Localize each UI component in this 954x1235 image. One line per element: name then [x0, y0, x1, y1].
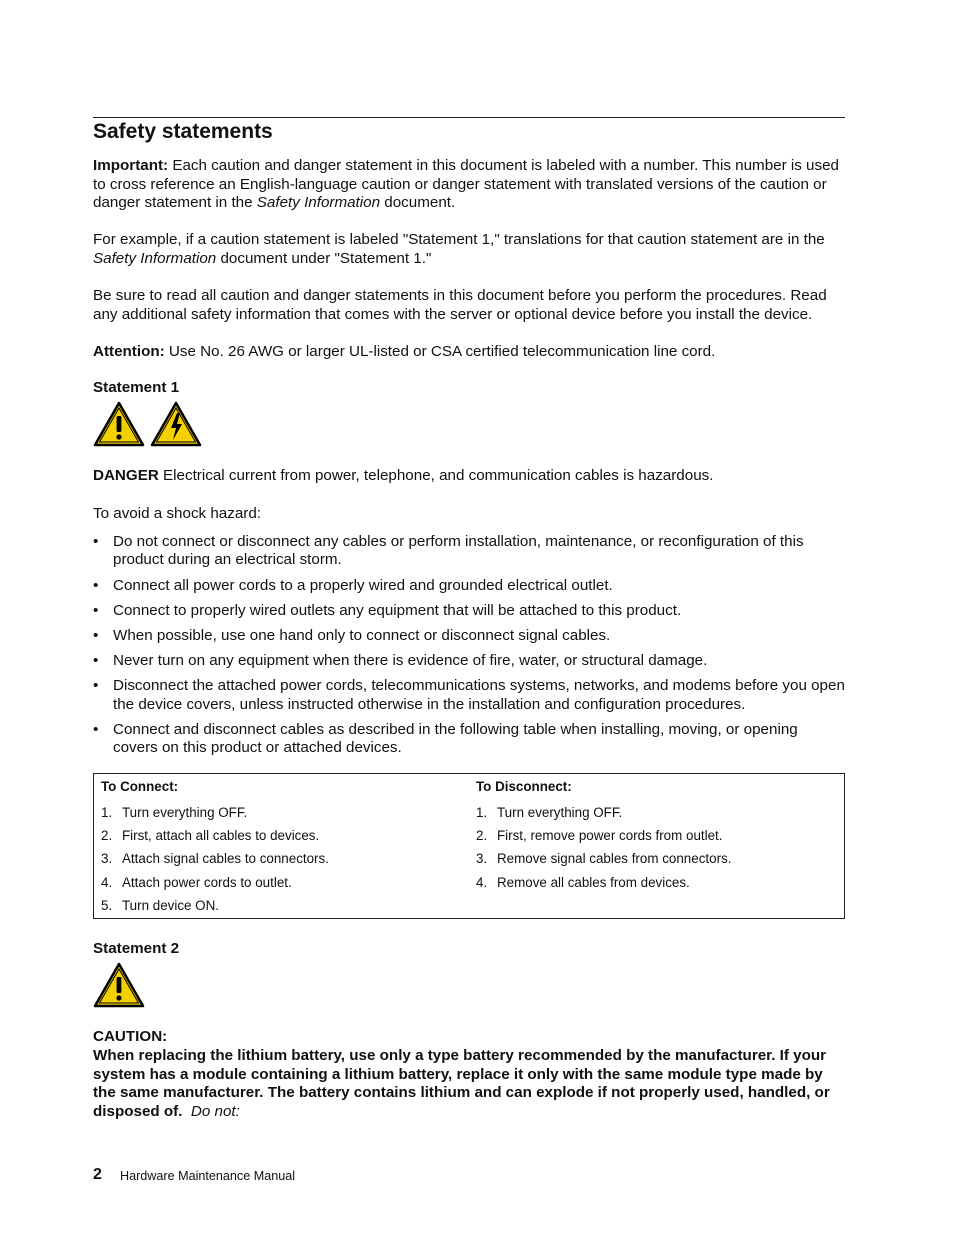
caution-text: When replacing the lithium battery, use only a type battery recommended by the manufacturer. If your system has a module containing a lithium battery, replace it only with the same module type made by the same manufacturer. The battery contains lithium and can explode if not properly used, handled, or disposed of. [93, 1047, 830, 1120]
table-row: 1. Turn everything OFF. [476, 805, 623, 820]
table-row: 2. First, remove power cords from outlet. [476, 828, 723, 844]
disconnect-header: To Disconnect: [476, 779, 572, 794]
list-item: • When possible, use one hand only to connect or disconnect signal cables. [93, 627, 611, 645]
list-item: • Connect and disconnect cables as described in the following table when installing, moving, or opening covers on this product or attached devices. [93, 721, 798, 757]
statement-2-icons [93, 962, 145, 1008]
example-text-2: document under "Statement 1." [216, 249, 432, 267]
list-item: • Never turn on any equipment when there is evidence of fire, water, or structural damage. [93, 652, 708, 670]
connect-header: To Connect: [101, 779, 179, 794]
table-row: 2. First, attach all cables to devices. [101, 828, 320, 844]
danger-text: Electrical current from power, telephone, and communication cables is hazardous. [158, 467, 714, 484]
statement-2-heading: Statement 2 [93, 940, 180, 957]
table-row: 3. Remove signal cables from connectors. [476, 851, 732, 867]
page-number: 2 [93, 1166, 102, 1183]
shock-hazard-intro: To avoid a shock hazard: [93, 505, 262, 522]
connect-steps [101, 804, 329, 920]
bullet-icon: • [93, 627, 99, 645]
list-item: • Connect to properly wired outlets any equipment that will be attached to this product. [93, 601, 682, 619]
electrical-hazard-icon [150, 401, 202, 447]
important-text-1: Each caution and danger statement in this document is labeled with a number. This number is used to cross reference an English-language caution or danger statement with translated versions of the caution or danger statement in the [93, 157, 839, 212]
statement-1-icons [93, 401, 202, 447]
important-doc-title: Safety Information [256, 194, 381, 212]
example-paragraph [93, 231, 845, 268]
important-label: Important: [93, 157, 169, 174]
statement-1-heading: Statement 1 [93, 379, 180, 396]
caution-paragraph [93, 1047, 845, 1121]
list-item: • Disconnect the attached power cords, telecommunications systems, networks, and modems before you open the device covers, unless instructed otherwise in the installation and configuration procedures. [93, 677, 845, 713]
bullet-icon: • [93, 652, 99, 670]
example-doc-title: Safety Information [93, 249, 217, 267]
shock-hazard-list [93, 533, 845, 765]
example-text-1: For example, if a caution statement is labeled "Statement 1," translations for that caution statement are in the [93, 231, 825, 248]
caution-label: CAUTION: [93, 1028, 168, 1045]
warning-exclamation-icon [93, 401, 145, 447]
table-row: 5. Turn device ON. [101, 897, 219, 913]
danger-paragraph [93, 467, 845, 486]
do-not-text: Do not: [190, 1102, 240, 1120]
list-item: • Do not connect or disconnect any cables or perform installation, maintenance, or reconfiguration of this product during an electrical storm. [93, 533, 804, 569]
bullet-icon: • [93, 576, 99, 594]
table-row: 1. Turn everything OFF. [101, 805, 248, 820]
warning-exclamation-icon [93, 962, 145, 1008]
disconnect-steps [476, 804, 731, 897]
attention-text: Use No. 26 AWG or larger UL-listed or CSA certified telecommunication line cord. [164, 343, 716, 360]
section-title: Safety statements [93, 120, 273, 143]
danger-label: DANGER [93, 467, 159, 484]
important-paragraph [93, 157, 845, 213]
bullet-icon: • [93, 721, 99, 739]
table-row: 4. Remove all cables from devices. [476, 874, 690, 890]
table-row: 3. Attach signal cables to connectors. [101, 851, 329, 867]
connect-disconnect-table [93, 773, 845, 919]
header-rule [93, 117, 845, 118]
list-item: • Connect all power cords to a properly wired and grounded electrical outlet. [93, 576, 613, 594]
bullet-icon: • [93, 677, 99, 695]
be-sure-paragraph: Be sure to read all caution and danger statements in this document before you perform the procedures. Read any additional safety information that comes with the server or optional device before you install the device. [93, 287, 827, 323]
important-text-2: document. [380, 194, 456, 212]
attention-paragraph [93, 343, 845, 362]
table-row: 4. Attach power cords to outlet. [101, 874, 292, 890]
bullet-icon: • [93, 533, 99, 550]
attention-label: Attention: [93, 343, 165, 360]
bullet-icon: • [93, 601, 99, 619]
manual-title: Hardware Maintenance Manual [120, 1169, 296, 1183]
